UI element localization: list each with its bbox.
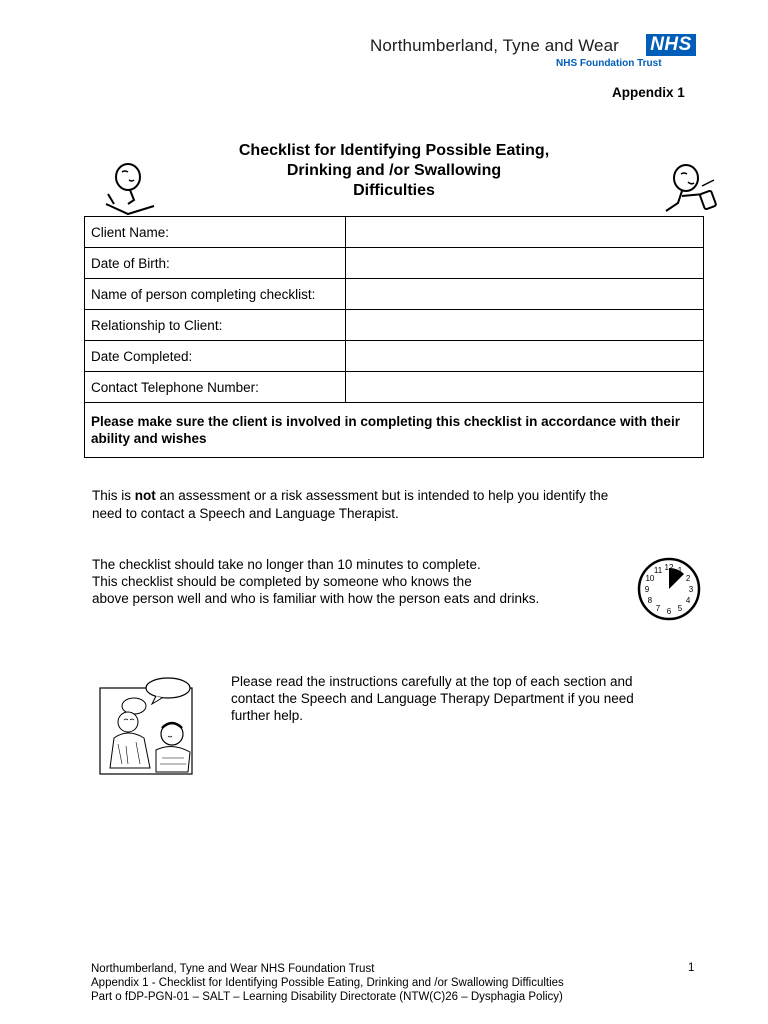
instructions-line-2: contact the Speech and Language Therapy Department if you need (231, 691, 634, 706)
involvement-note: Please make sure the client is involved in completing this checklist in accordance with their ability and wishes (85, 403, 704, 458)
instructions-line-3: further help. (231, 708, 304, 723)
organisation-name: Northumberland, Tyne and Wear (370, 36, 619, 55)
clock-number: 3 (688, 585, 694, 594)
form-field-value[interactable] (346, 248, 704, 279)
clock-number: 7 (655, 604, 661, 614)
trust-subtitle: NHS Foundation Trust (556, 58, 662, 69)
form-field-label: Contact Telephone Number: (85, 372, 346, 403)
form-row (85, 310, 704, 341)
intro-paragraph-line-1 (92, 487, 608, 504)
stick-figure-left-icon (100, 158, 160, 218)
intro-text-not: not (134, 488, 156, 503)
form-field-label: Client Name: (85, 217, 346, 248)
appendix-label: Appendix 1 (612, 85, 685, 100)
clock-number: 4 (685, 596, 691, 605)
clock-number: 2 (685, 574, 691, 583)
page-number: 1 (688, 962, 695, 974)
form-field-label: Name of person completing checklist: (85, 279, 346, 310)
form-row (85, 341, 704, 372)
form-field-value[interactable] (346, 310, 704, 341)
form-row (85, 279, 704, 310)
intro-text-before: This is (92, 488, 135, 503)
form-field-label: Date of Birth: (85, 248, 346, 279)
people-talking-illustration-icon (98, 676, 208, 776)
clock-number: 10 (645, 574, 655, 583)
instructions-line-1: Please read the instructions carefully at the top of each section and (231, 674, 633, 689)
form-row (85, 248, 704, 279)
clock-number: 8 (647, 596, 653, 605)
title-line-1: Checklist for Identifying Possible Eating, (238, 142, 550, 159)
intro-paragraph-line-2: need to contact a Speech and Language Therapist. (92, 506, 399, 521)
duration-line-3: above person well and who is familiar with how the person eats and drinks. (92, 591, 540, 606)
form-field-label: Relationship to Client: (85, 310, 346, 341)
clock-number: 12 (664, 563, 674, 572)
clock-number: 11 (653, 565, 663, 575)
duration-line-1: The checklist should take no longer than 10 minutes to complete. (92, 557, 481, 572)
involvement-note-row (85, 403, 704, 458)
footer-policy-reference: Part o fDP-PGN-01 – SALT – Learning Disability Directorate (NTW(C)26 – Dysphagia Policy) (91, 991, 563, 1003)
clock-number: 6 (666, 607, 672, 616)
duration-line-2: This checklist should be completed by someone who knows the (92, 574, 472, 589)
form-row (85, 217, 704, 248)
stick-figure-drinking-icon (662, 160, 726, 218)
form-field-value[interactable] (346, 341, 704, 372)
clock-number: 9 (644, 585, 650, 594)
clock-icon (636, 556, 702, 622)
title-line-2: Drinking and /or Swallowing (286, 162, 502, 179)
form-field-value[interactable] (346, 217, 704, 248)
form-field-value[interactable] (346, 372, 704, 403)
intro-text-after: an assessment or a risk assessment but is intended to help you identify the (155, 488, 609, 503)
form-field-label: Date Completed: (85, 341, 346, 372)
form-field-value[interactable] (346, 279, 704, 310)
nhs-logo: NHS (646, 34, 696, 56)
client-details-table (84, 216, 704, 458)
clock-number: 5 (677, 604, 683, 614)
footer-trust-name: Northumberland, Tyne and Wear NHS Foundation Trust (91, 963, 375, 975)
footer-document-title: Appendix 1 - Checklist for Identifying Possible Eating, Drinking and /or Swallowing Difficulties (91, 977, 564, 989)
clock-number: 1 (677, 565, 683, 575)
title-line-3: Difficulties (353, 182, 435, 199)
form-row (85, 372, 704, 403)
